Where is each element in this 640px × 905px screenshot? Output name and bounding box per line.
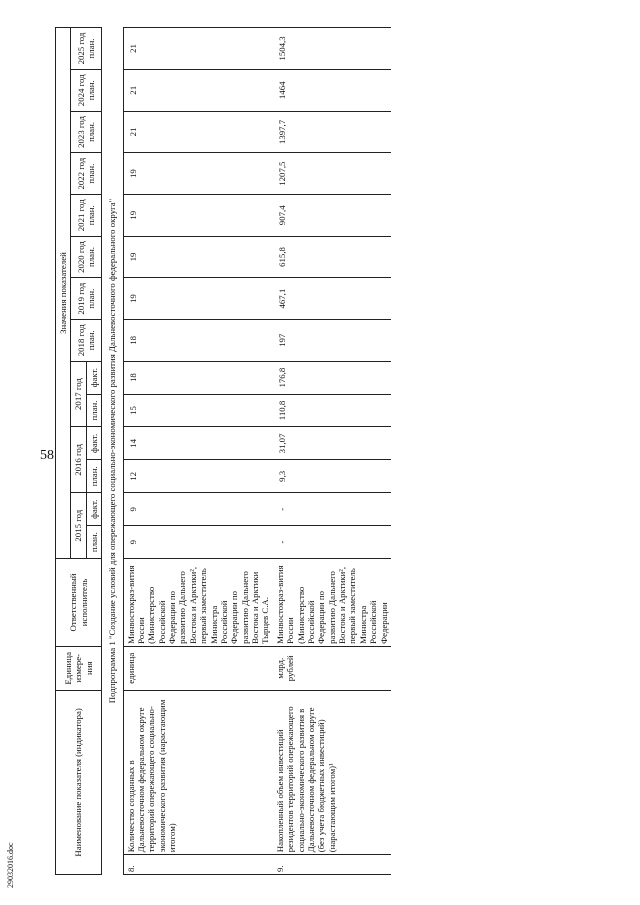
subprogram-title: Подпрограмма 1 "Создание условий для опережающего социально-экономического развития Дальневосточного федерального округа" bbox=[102, 28, 123, 875]
value-2020-plan: 615,8 bbox=[273, 236, 391, 278]
header-year-2019: 2019 год план. bbox=[71, 278, 102, 320]
header-year-2021: 2021 год план. bbox=[71, 194, 102, 236]
indicator-name: Количество созданных в Дальневосточном федеральном округе территорий опережающего социально-экономического развития (нарастающим итогом) bbox=[123, 690, 273, 855]
header-year-2015: 2015 год bbox=[71, 493, 86, 559]
header-year-2023: 2023 год план. bbox=[71, 111, 102, 153]
header-indicator-name: Наименование показателя (индикатора) bbox=[56, 690, 102, 874]
value-2018-plan: 18 bbox=[123, 319, 273, 361]
value-2017-fact: 18 bbox=[123, 361, 273, 394]
value-2018-plan: 197 bbox=[273, 319, 391, 361]
value-2025-plan: 21 bbox=[123, 28, 273, 70]
indicator-responsible: Минвостокраз-вития России (Министерство Российской Федерации по развитию Дальнего Востока и Арктики², первый заместитель Министра Российской Федерации bbox=[273, 559, 391, 647]
value-2015-fact: - bbox=[273, 493, 391, 526]
value-2020-plan: 19 bbox=[123, 236, 273, 278]
value-2019-plan: 19 bbox=[123, 278, 273, 320]
indicator-name: Накопленный объем инвестиций резидентов территорий опережающего социально-экономического развития в Дальневосточном федеральном округе (без учета бюджетных инвестиций) (нарастающим итогом)¹ bbox=[273, 690, 391, 855]
header-year-2025: 2025 год план. bbox=[71, 28, 102, 70]
header-2016-fact: факт. bbox=[86, 427, 101, 460]
page-number: 58 bbox=[40, 448, 54, 463]
header-unit: Единица измере-ния bbox=[56, 646, 102, 690]
footer-file-name: 29032016.doc bbox=[6, 842, 15, 888]
value-2022-plan: 19 bbox=[123, 153, 273, 195]
value-2016-fact: 31,07 bbox=[273, 427, 391, 460]
header-2016-plan: план. bbox=[86, 460, 101, 493]
value-2015-plan: 9 bbox=[123, 526, 273, 559]
value-2015-fact: 9 bbox=[123, 493, 273, 526]
header-year-2017: 2017 год bbox=[71, 361, 86, 427]
value-2016-plan: 9,3 bbox=[273, 460, 391, 493]
value-2021-plan: 19 bbox=[123, 194, 273, 236]
value-2017-fact: 176,8 bbox=[273, 361, 391, 394]
value-2016-fact: 14 bbox=[123, 427, 273, 460]
value-2023-plan: 21 bbox=[123, 111, 273, 153]
header-2017-fact: факт. bbox=[86, 361, 101, 394]
value-2017-plan: 110,8 bbox=[273, 394, 391, 427]
value-2015-plan: - bbox=[273, 526, 391, 559]
header-values: Значения показателей bbox=[56, 28, 71, 559]
indicator-responsible: Минвостокраз-вития России (Министерство Российской Федерации по развитию Дальнего Востока и Арктики², первый заместитель Министра Российской Федерации по развитию Дальнего Востока и Арктики Тырцев С.А. bbox=[123, 559, 273, 647]
value-2017-plan: 15 bbox=[123, 394, 273, 427]
header-responsible: Ответственный исполнитель bbox=[56, 559, 102, 647]
header-2015-fact: факт. bbox=[86, 493, 101, 526]
header-year-2020: 2020 год план. bbox=[71, 236, 102, 278]
table-row bbox=[273, 28, 391, 875]
indicator-unit: единица bbox=[123, 646, 273, 690]
indicator-table bbox=[55, 27, 391, 875]
indicator-table-sheet bbox=[55, 27, 610, 875]
header-year-2024: 2024 год план. bbox=[71, 69, 102, 111]
value-2016-plan: 12 bbox=[123, 460, 273, 493]
table-row bbox=[123, 28, 273, 875]
value-2024-plan: 21 bbox=[123, 69, 273, 111]
header-2015-plan: план. bbox=[86, 526, 101, 559]
value-2023-plan: 1397,7 bbox=[273, 111, 391, 153]
value-2021-plan: 907,4 bbox=[273, 194, 391, 236]
value-2019-plan: 467,1 bbox=[273, 278, 391, 320]
indicator-unit: млрд. рублей bbox=[273, 646, 391, 690]
value-2024-plan: 1464 bbox=[273, 69, 391, 111]
row-index: 8. bbox=[123, 855, 273, 875]
header-year-2022: 2022 год план. bbox=[71, 153, 102, 195]
header-2017-plan: план. bbox=[86, 394, 101, 427]
row-index: 9. bbox=[273, 855, 391, 875]
value-2022-plan: 1207,5 bbox=[273, 153, 391, 195]
header-year-2018: 2018 год план. bbox=[71, 319, 102, 361]
value-2025-plan: 1504,3 bbox=[273, 28, 391, 70]
header-year-2016: 2016 год bbox=[71, 427, 86, 493]
